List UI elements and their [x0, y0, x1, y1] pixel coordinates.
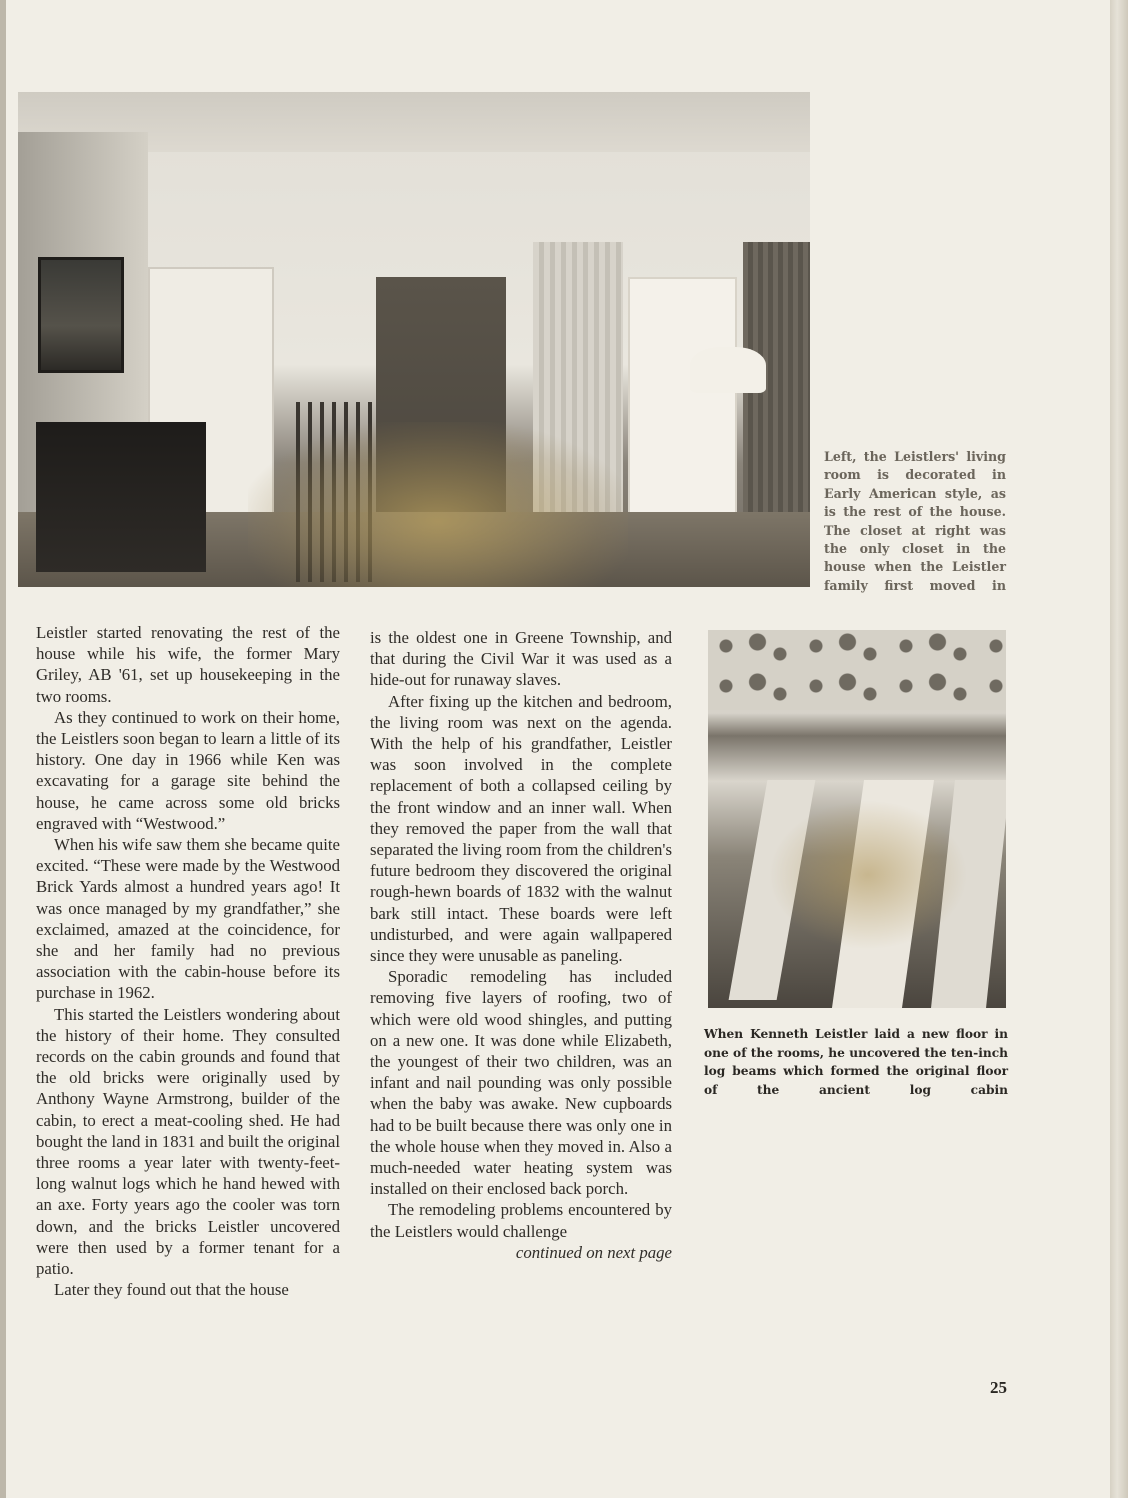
page-edge	[1110, 0, 1128, 1498]
paragraph: Later they found out that the house	[54, 1280, 289, 1300]
photo-glare	[248, 422, 628, 587]
living-room-photo	[18, 92, 810, 587]
article-column-2	[370, 627, 672, 1263]
page-number: 25	[990, 1378, 1007, 1397]
paragraph: After fixing up the kitchen and bedroom, the living room was next on the agenda. With the help of his grandfather, Leistler was soon involved in the complete replacement of both a collapsed ceiling by the front window and an inner wall. When they removed the paper from the wall that separated the living room from the children's future bedroom they discovered the original rough-hewn boards of 1832 with the walnut bark still intact. These boards were left undisturbed, and were again wallpapered since they were unusable as paneling.	[370, 691, 672, 966]
paragraph: When his wife saw them she became quite excited. “These were made by the Westwood Brick Yards almost a hundred years ago! It was once managed by my grandfather,” she exclaimed, amazed at the coincidence, for she and her family had no previous association with the cabin-house before its purchase in 1962.	[36, 835, 340, 1003]
photo-painting	[38, 257, 124, 373]
paragraph: Sporadic remodeling has included removing five layers of roofing, two of which were old wood shingles, and putting on a new one. It was done while Elizabeth, the youngest of their two children, was an infant and nail pounding was only possible when the baby was awake. New cupboards had to be built because there was only one in the whole house when they moved in. Also a much-needed water heating system was installed on their enclosed back porch.	[370, 967, 672, 1199]
photo-wallpaper	[708, 630, 1006, 710]
paragraph: The remodeling problems encountered by the Leistlers would challenge	[370, 1200, 672, 1241]
log-beams-photo	[708, 630, 1006, 1008]
photo-lamp	[690, 347, 766, 393]
paragraph: is the oldest one in Greene Township, and that during the Civil War it was used as a hide-out for runaway slaves.	[370, 628, 672, 690]
paragraph: This started the Leistlers wondering about the history of their home. They consulted records on the cabin grounds and found that the old bricks were originally used by Anthony Wayne Armstrong, builder of the cabin, to erect a meat-cooling shed. He had bought the land in 1831 and built the original three rooms a year later with twenty-feet-long walnut logs which he hand hewed with an axe. Forty years ago the cooler was torn down, and the bricks Leistler uncovered were then used by a former tenant for a patio.	[36, 1004, 340, 1279]
article-column-1	[36, 622, 340, 1301]
continued-note: continued on next page	[515, 1242, 672, 1262]
photo-glare	[768, 800, 968, 950]
log-beams-caption: When Kenneth Leistler laid a new floor in one of the rooms, he uncovered the ten-inch log beams which formed the original floor of the ancient log cabin	[704, 1027, 1008, 1097]
living-room-caption: Left, the Leistlers' living room is decorated in Early American style, as is the rest of the house. The closet at right was the only closet in the house when the Leistler family first moved in	[824, 449, 1006, 593]
photo-piano	[36, 422, 206, 572]
photo-closet-door	[628, 277, 737, 516]
paragraph: Leistler started renovating the rest of the house while his wife, the former Mary Griley, AB '61, set up housekeeping in the two rooms.	[36, 623, 340, 706]
paragraph: As they continued to work on their home, the Leistlers soon began to learn a little of its history. One day in 1966 while Ken was excavating for a garage site behind the house, he came across some old bricks engraved with “Westwood.”	[36, 707, 340, 833]
